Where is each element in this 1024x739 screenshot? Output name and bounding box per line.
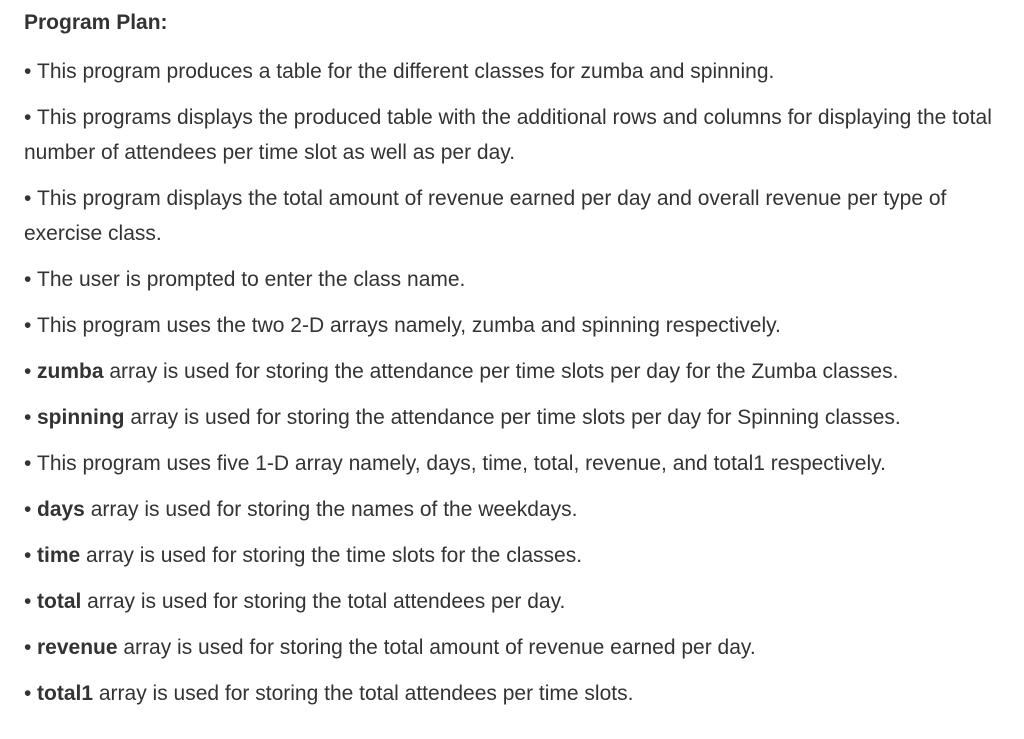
list-item: [24, 538, 1000, 573]
plan-bullet-list: [24, 54, 1000, 711]
bullet-dot: •: [24, 268, 32, 291]
list-item: [24, 262, 1000, 297]
list-item: [24, 100, 1000, 170]
bullet-text: array is used for storing the names of the weekdays.: [84, 498, 578, 521]
page-title: Program Plan:: [24, 11, 168, 34]
bullet-term: revenue: [37, 636, 118, 659]
bullet-text: This program displays the total amount of revenue earned per day and overall revenue per type of exercise class.: [24, 187, 947, 245]
bullet-dot: •: [24, 636, 32, 659]
bullet-text: array is used for storing the attendance per time slots per day for Spinning classes.: [124, 406, 901, 429]
bullet-dot: •: [24, 187, 32, 210]
bullet-dot: •: [24, 682, 32, 705]
bullet-dot: •: [24, 544, 32, 567]
bullet-dot: •: [24, 452, 32, 475]
bullet-term: total1: [37, 682, 94, 705]
bullet-text: array is used for storing the total attendees per day.: [81, 590, 566, 613]
bullet-dot: •: [24, 590, 32, 613]
bullet-dot: •: [24, 106, 32, 129]
bullet-text: array is used for storing the total attendees per time slots.: [93, 682, 634, 705]
list-item: [24, 400, 1000, 435]
bullet-dot: •: [24, 406, 32, 429]
bullet-text: This program produces a table for the different classes for zumba and spinning.: [37, 60, 775, 83]
bullet-dot: •: [24, 314, 32, 337]
bullet-term: zumba: [37, 360, 104, 383]
list-item: [24, 492, 1000, 527]
list-item: [24, 630, 1000, 665]
bullet-text: This programs displays the produced table with the additional rows and columns for displaying the total number of attendees per time slot as well as per day.: [24, 106, 992, 164]
bullet-term: time: [37, 544, 81, 567]
list-item: [24, 181, 1000, 251]
bullet-text: This program uses five 1-D array namely, days, time, total, revenue, and total1 respectively.: [37, 452, 886, 475]
bullet-dot: •: [24, 360, 32, 383]
list-item: [24, 446, 1000, 481]
bullet-text: array is used for storing the total amount of revenue earned per day.: [117, 636, 756, 659]
list-item: [24, 354, 1000, 389]
bullet-dot: •: [24, 60, 32, 83]
bullet-text: The user is prompted to enter the class name.: [37, 268, 466, 291]
list-item: [24, 584, 1000, 619]
bullet-term: spinning: [37, 406, 125, 429]
bullet-term: days: [37, 498, 85, 521]
bullet-dot: •: [24, 498, 32, 521]
list-item: [24, 54, 1000, 89]
bullet-text: This program uses the two 2-D arrays namely, zumba and spinning respectively.: [37, 314, 781, 337]
bullet-text: array is used for storing the time slots for the classes.: [80, 544, 583, 567]
bullet-text: array is used for storing the attendance per time slots per day for the Zumba classes.: [103, 360, 899, 383]
bullet-term: total: [37, 590, 82, 613]
list-item: [24, 676, 1000, 711]
list-item: [24, 308, 1000, 343]
